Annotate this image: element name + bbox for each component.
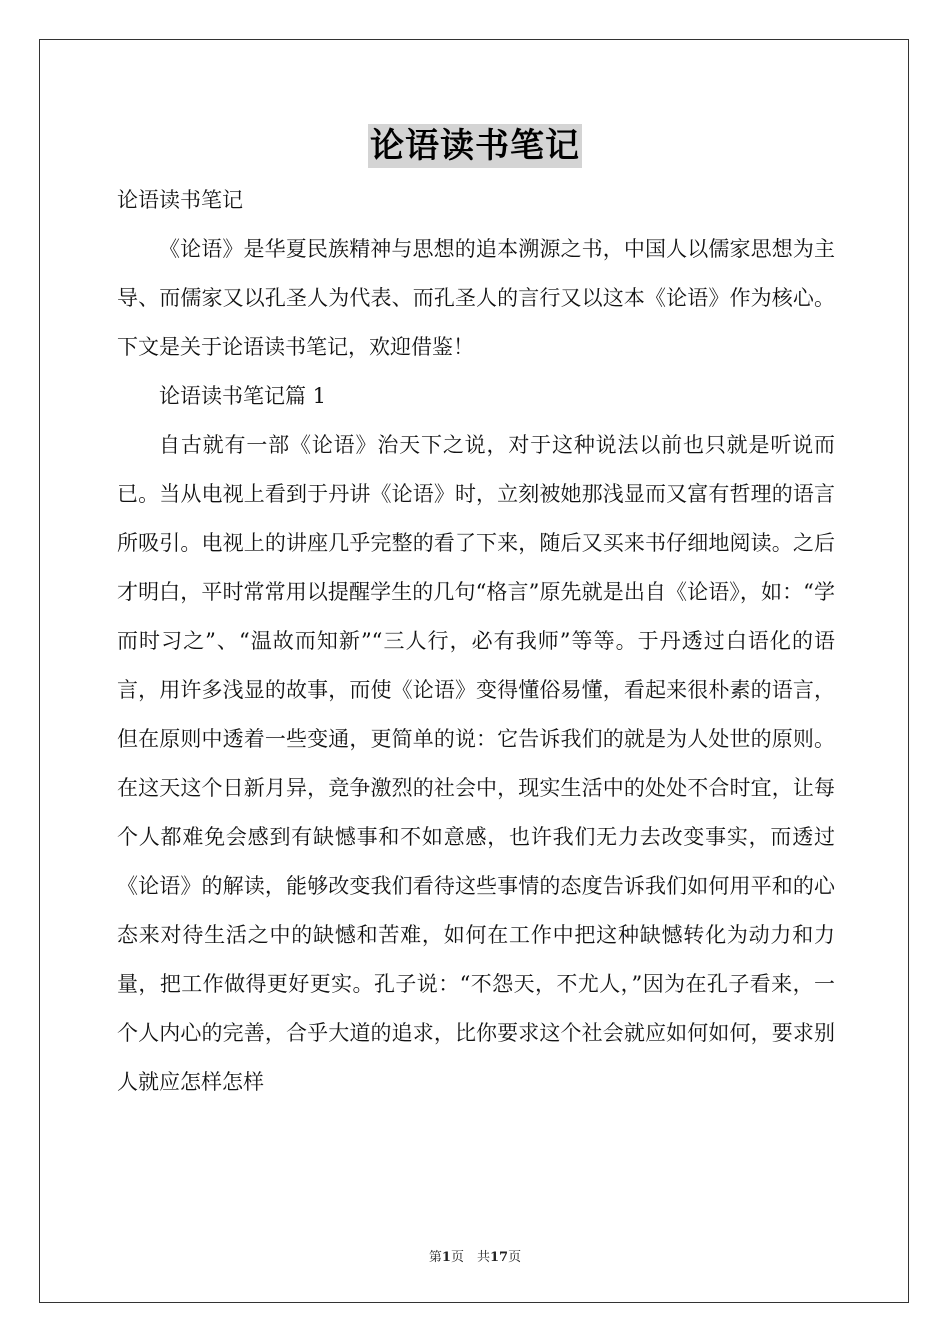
footer-page-mid: 页 共: [450, 1250, 490, 1265]
document-title[interactable]: 论语读书笔记: [370, 126, 580, 166]
title-area: [0, 124, 950, 168]
page-footer: [0, 1246, 950, 1265]
footer-page-current: 1: [441, 1250, 451, 1265]
footer-page-prefix: 第: [428, 1250, 442, 1265]
intro-paragraph: 《论语》是华夏民族精神与思想的追本溯源之书，中国人以儒家思想为主导、而儒家又以孔圣人为代表、而孔圣人的言行又以这本《论语》作为核心。下文是关于论语读书笔记，欢迎借鉴！: [117, 237, 835, 359]
subtitle: 论语读书笔记: [117, 188, 243, 212]
footer-page-total: 17: [489, 1250, 509, 1265]
section-paragraph: 自古就有一部《论语》治天下之说，对于这种说法以前也只就是听说而已。当从电视上看到于丹讲《论语》时，立刻被她那浅显而又富有哲理的语言所吸引。电视上的讲座几乎完整的看了下来，随后又买来书仔细地阅读。之后才明白，平时常常用以提醒学生的几句“格言”原先就是出自《论语》，如：“学而时习之”、“温故而知新”“三人行，必有我师”等等。于丹透过白语化的语言，用许多浅显的故事，而使《论语》变得懂俗易懂，看起来很朴素的语言，但在原则中透着一些变通，更简单的说：它告诉我们的就是为人处世的原则。在这天这个日新月异，竞争激烈的社会中，现实生活中的处处不合时宜，让每个人都难免会感到有缺憾事和不如意感，也许我们无力去改变事实，而透过《论语》的解读，能够改变我们看待这些事情的态度告诉我们如何用平和的心态来对待生活之中的缺憾和苦难，如何在工作中把这种缺憾转化为动力和力量，把工作做得更好更实。孔子说：“不怨天，不尤人，”因为在孔子看来，一个人内心的完善，合乎大道的追求，比你要求这个社会就应如何如何，要求别人就应怎样怎样: [117, 433, 835, 1094]
section-heading: 论语读书笔记篇 1: [159, 384, 327, 408]
footer-page-suffix: 页: [508, 1250, 522, 1265]
document-body: [117, 176, 835, 1107]
